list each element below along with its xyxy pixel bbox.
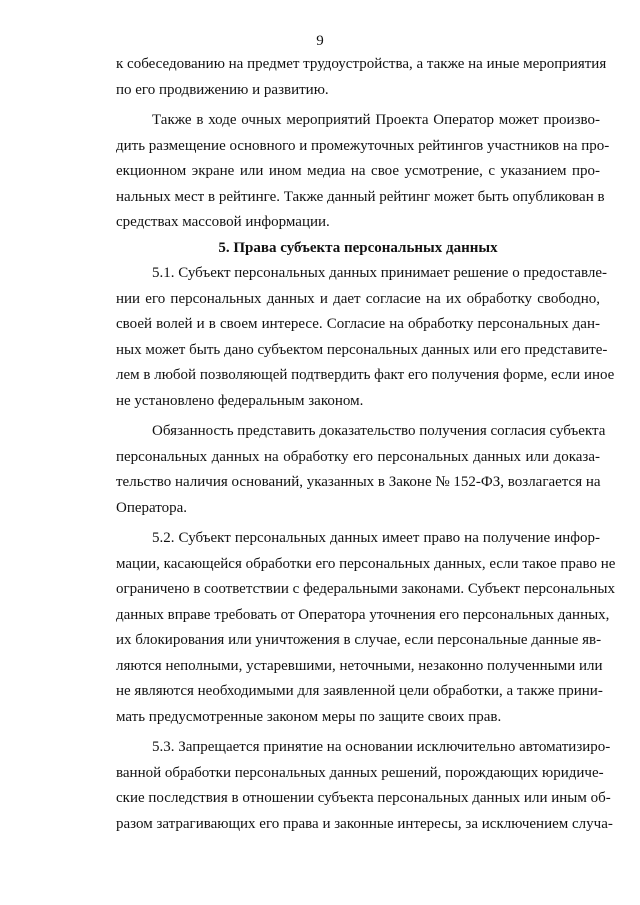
text-line: ных может быть дано субъектом персональных данных или его представите- [116, 341, 608, 358]
text-line: нальных мест в рейтинге. Также данный рейтинг может быть опубликован в [116, 188, 605, 205]
text-line: Обязанность представить доказательство получения согласия субъекта [152, 423, 606, 439]
text-line: дить размещение основного и промежуточных рейтингов участников на про- [116, 137, 610, 154]
text-line: к собеседованию на предмет трудоустройства, а также на иные мероприятия [116, 56, 607, 72]
text-line: нии его персональных данных и дает согласие на их обработку свободно, [116, 290, 600, 307]
text-line: 5.1. Субъект персональных данных принимает решение о предоставле- [152, 265, 608, 281]
text-line: мации, касающейся обработки его персональных данных, если такое право не [116, 555, 616, 572]
document-body [116, 52, 616, 837]
text-line: по его продвижению и развитию. [116, 81, 329, 98]
text-line: лем в любой позволяющей подтвердить факт его получения форме, если иное [116, 367, 615, 383]
section-heading: 5. Права субъекта персональных данных [218, 239, 498, 256]
text-line: екционном экране или ином медиа на свое усмотрение, с указанием про- [116, 163, 600, 179]
text-line: Оператора. [116, 499, 188, 516]
text-line: 5.3. Запрещается принятие на основании исключительно автоматизиро- [152, 739, 611, 755]
text-line: ванной обработки персональных данных решений, порождающих юридиче- [116, 764, 604, 781]
text-line: их блокирования или уничтожения в случае, если персональные данные яв- [116, 632, 602, 648]
text-line: данных вправе требовать от Оператора уточнения его персональных данных, [116, 606, 610, 623]
rating-paragraph [116, 108, 610, 236]
text-line: мать предусмотренные законом меры по защите своих прав. [116, 708, 502, 725]
text-line: своей волей и в своем интересе. Согласие на обработку персональных дан- [116, 316, 600, 332]
text-line: персональных данных на обработку его персональных данных или доказа- [116, 448, 600, 465]
text-line: ские последствия в отношении субъекта персональных данных или иным об- [116, 790, 611, 806]
text-line: разом затрагивающих его права и законные интересы, за исключением случа- [116, 815, 613, 832]
text-line: тельство наличия оснований, указанных в Законе № 152-ФЗ, возлагается на [116, 474, 601, 490]
obligation-paragraph [116, 419, 606, 521]
clause-5-2-paragraph [116, 526, 616, 730]
text-line: не установлено федеральным законом. [116, 392, 364, 409]
page-number: 9 [316, 33, 324, 49]
clause-5-3-paragraph [116, 735, 613, 837]
text-line: не являются необходимыми для заявленной цели обработки, а также прини- [116, 683, 603, 699]
text-line: 5.2. Субъект персональных данных имеет право на получение инфор- [152, 530, 600, 546]
continuation-paragraph [116, 52, 607, 103]
text-line: ляются неполными, устаревшими, неточными, незаконно полученными или [116, 657, 603, 674]
clause-5-1-paragraph [116, 261, 615, 414]
text-line: ограничено в соответствии с федеральными законами. Субъект персональных [116, 581, 615, 597]
text-line: средствах массовой информации. [116, 214, 330, 230]
text-line: Также в ходе очных мероприятий Проекта Оператор может произво- [152, 112, 600, 128]
